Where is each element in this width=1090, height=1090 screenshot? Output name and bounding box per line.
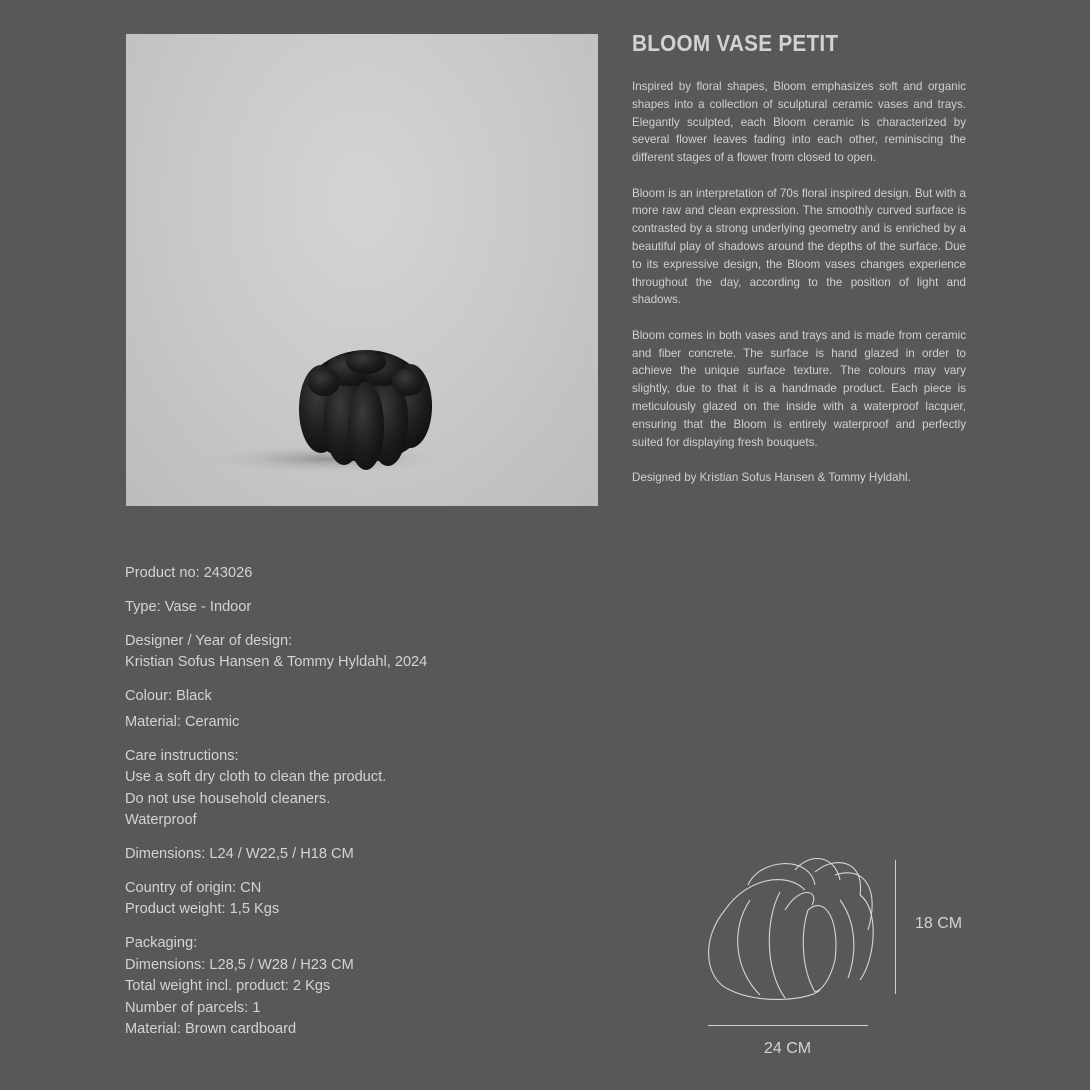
spec-material: Material: Ceramic bbox=[125, 713, 240, 730]
product-title: BLOOM VASE PETIT bbox=[632, 30, 839, 56]
specifications bbox=[125, 563, 545, 1053]
description-paragraph: Bloom is an interpretation of 70s floral inspired design. But with a more raw and clean expression. The smoothly curved surface is contrasted by a strong underlying geometry and is enriched by a beautiful play of shadows around the depths of the surface. Due to its expressive design, the Bloom vases changes experience throughout the day, according to the position of light and shadows. bbox=[632, 186, 966, 307]
designer-credit: Designed by Kristian Sofus Hansen & Tommy Hyldahl. bbox=[632, 470, 911, 484]
height-dimension-label: 18 CM bbox=[915, 915, 963, 932]
spec-type: Type: Vase - Indoor bbox=[125, 599, 252, 615]
product-description bbox=[632, 78, 966, 504]
width-dimension-label: 24 CM bbox=[764, 1040, 812, 1057]
vase-line-drawing bbox=[690, 850, 990, 1070]
spec-care: Care instructions: Use a soft dry cloth to clean the product. Do not use household cleaners. Waterproof bbox=[125, 747, 387, 829]
height-dimension-line bbox=[895, 860, 896, 994]
description-paragraph: Inspired by floral shapes, Bloom emphasizes soft and organic shapes into a collection of sculptural ceramic vases and trays. Elegantly sculpted, each Bloom ceramic is characterized by several flower leaves fading into each other, reminiscing the different stages of a flower from closed to open. bbox=[632, 80, 966, 165]
spec-product-no: Product no: 243026 bbox=[125, 565, 253, 581]
product-photo bbox=[126, 34, 598, 506]
description-paragraph: Bloom comes in both vases and trays and is made from ceramic and fiber concrete. The surface is hand glazed in order to achieve the unique surface texture. The colours may vary slightly, due to that it is a handmade product. Each piece is meticulously glazed on the inside with a waterproof lacquer, ensuring that the Bloom is entirely waterproof and perfectly suited for displaying fresh bouquets. bbox=[632, 328, 966, 449]
spec-designer: Designer / Year of design: Kristian Sofus Hansen & Tommy Hyldahl, 2024 bbox=[125, 633, 428, 671]
spec-packaging: Packaging: Dimensions: L28,5 / W28 / H23 CM Total weight incl. product: 2 Kgs Number of parcels: 1 Material: Brown cardboard bbox=[125, 935, 354, 1038]
width-dimension-line bbox=[708, 1025, 868, 1026]
bloom-vase-image bbox=[126, 34, 598, 506]
spec-colour: Colour: Black bbox=[125, 688, 212, 705]
spec-origin-weight: Country of origin: CN Product weight: 1,5 Kgs bbox=[125, 880, 280, 918]
spec-dimensions: Dimensions: L24 / W22,5 / H18 CM bbox=[125, 846, 354, 863]
